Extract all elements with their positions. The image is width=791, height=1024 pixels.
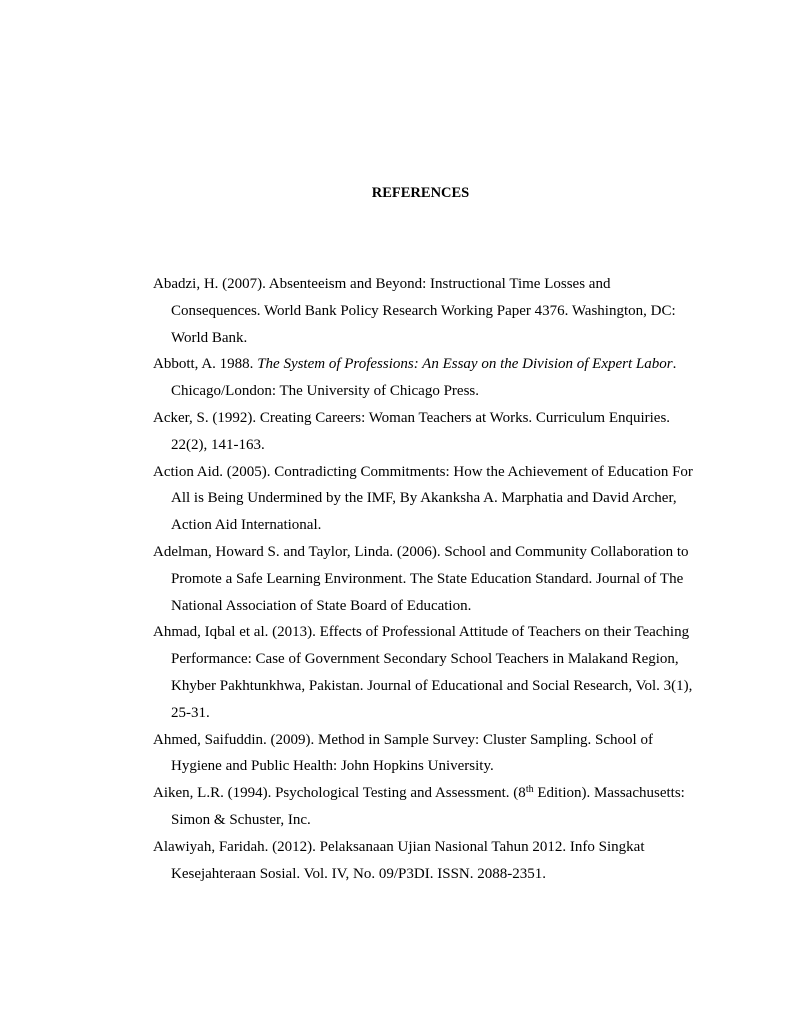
reference-superscript: th (525, 784, 534, 796)
page-heading: REFERENCES (371, 185, 470, 201)
reference-entry-alawiyah: Alawiyah, Faridah. (2012). Pelaksanaan Ujian Nasional Tahun 2012. Info Singkat Kesejahteraan Sosial. Vol. IV, No. 09/P3DI. ISSN. 2088-2351. (153, 838, 645, 882)
reference-title-italic: The System of Professions: An Essay on the Division of Expert Labor (257, 356, 673, 373)
reference-text: Abbott, A. 1988. (153, 356, 258, 373)
reference-entry-adelman: Adelman, Howard S. and Taylor, Linda. (2006). School and Community Collaboration to Promote a Safe Learning Environment. The State Education Standard. Journal of The National Association of State Board of Education. (153, 543, 689, 614)
reference-text: Edition). Massachusetts: Simon & Schuster, Inc. (171, 785, 685, 828)
reference-entry-abadzi: Abadzi, H. (2007). Absenteeism and Beyond: Instructional Time Losses and Consequences. World Bank Policy Research Working Paper 4376. Washington, DC: World Bank. (153, 276, 676, 346)
reference-entry-acker: Acker, S. (1992). Creating Careers: Woman Teachers at Works. Curriculum Enquiries. 22(2), 141-163. (153, 409, 671, 453)
reference-text: Aiken, L.R. (1994). Psychological Testing and Assessment. (8 (153, 785, 526, 802)
reference-list (153, 271, 698, 887)
reference-entry-ahmad: Ahmad, Iqbal et al. (2013). Effects of Professional Attitude of Teachers on their Teaching Performance: Case of Government Secondary School Teachers in Malakand Region, Khyber Pakhtunkhwa, Pakistan. Journal of Educational and Social Research, Vol. 3(1), 25-31. (153, 624, 693, 721)
reference-entry-abbott (153, 351, 698, 405)
reference-entry-aiken (153, 780, 698, 834)
reference-text: . Chicago/London: The University of Chicago Press. (171, 356, 677, 400)
reference-entry-ahmed: Ahmed, Saifuddin. (2009). Method in Sample Survey: Cluster Sampling. School of Hygiene and Public Health: John Hopkins University. (153, 731, 653, 775)
reference-entry-action-aid: Action Aid. (2005). Contradicting Commitments: How the Achievement of Education For All is Being Undermined by the IMF, By Akanksha A. Marphatia and David Archer, Action Aid International. (153, 463, 693, 534)
